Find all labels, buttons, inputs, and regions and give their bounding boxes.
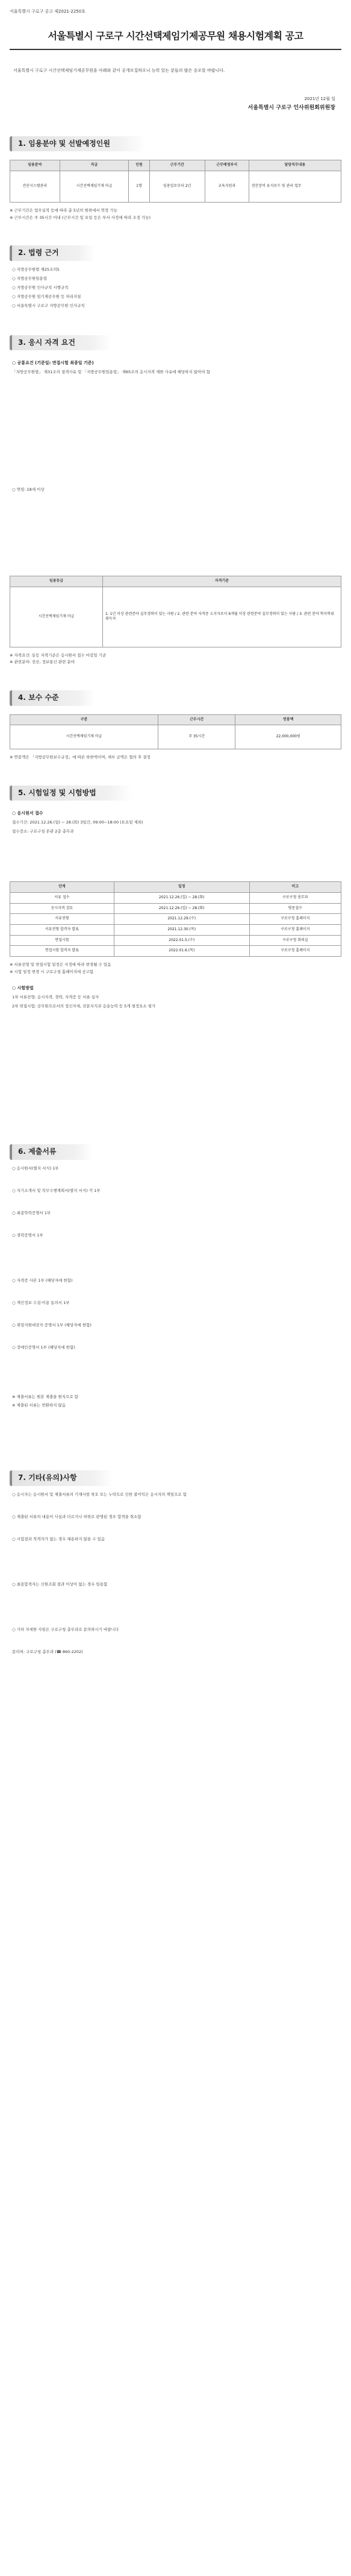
table-cell: 교육지원과 [205, 171, 249, 202]
note-line: ※ 관련분야: 전산, 정보통신 관련 분야 [10, 660, 75, 665]
table-header: 근무시간 [158, 714, 235, 725]
section-title-schedule: 5. 시험일정 및 시험방법 [10, 786, 132, 801]
contact-line: 문의처: 구로구청 총무과 (☎ 860-2202) [12, 1649, 83, 1654]
list-item: 1차 서류전형: 응시자격, 경력, 자격증 등 서류 심사 [12, 995, 99, 1000]
section-title-documents: 6. 제출서류 [10, 1144, 92, 1159]
list-item: ○ 자기소개서 및 직무수행계획서(별지 서식) 각 1부 [12, 1188, 101, 1193]
section-title-positions: 1. 임용분야 및 선발예정인원 [10, 136, 146, 151]
table-header: 임용분야 [10, 160, 60, 171]
table-header: 직급 [60, 160, 129, 171]
method-text [10, 984, 341, 1120]
general-requirement-text: 「지방공무원법」 제31조의 결격사유 및 「지방공무원임용령」 제65조의 응시자격 제한 사유에 해당하지 않아야 함 [12, 370, 210, 375]
list-item: ○ 지방공무원 임기제공무원 등 처리지침 [12, 294, 81, 299]
method-heading: ○ 시험방법 [12, 986, 34, 991]
table-cell: 1명 [129, 171, 149, 202]
table-cell: 방문접수 [249, 903, 341, 914]
positions-notes [10, 207, 341, 221]
section-title-law: 2. 법령 근거 [10, 245, 95, 260]
schedule-table [10, 881, 341, 957]
table-cell: 서류 접수 [10, 892, 114, 903]
note-line: ※ 시험 일정 변경 시 구로구청 홈페이지에 공고함 [10, 969, 94, 974]
age-requirement: ○ 연령: 18세 이상 [12, 487, 45, 493]
table-header: 비고 [249, 882, 341, 893]
note-line: ※ 자격요건: 동등 자격기준은 응시원서 접수 마감일 기준 [10, 652, 107, 658]
documents-list [10, 1165, 341, 1446]
list-item: ○ 장애인증명서 1부 (해당자에 한함) [12, 1344, 75, 1350]
note-line: ※ 제출서류는 원본 제출을 원칙으로 함 [12, 1394, 78, 1399]
documents-notes [12, 1394, 339, 1409]
table-cell: 22,000,000원 [235, 725, 341, 749]
table-header: 근무예정부서 [205, 160, 249, 171]
table-header: 임용등급 [10, 576, 103, 587]
table-header: 자격기준 [103, 576, 341, 587]
table-header: 연봉액 [235, 714, 341, 725]
signer: 서울특별시 구로구 인사위원회위원장 [247, 104, 335, 111]
table-cell: 임용일로부터 2년 [149, 171, 205, 202]
general-requirement-heading: ○ 공통요건 (기준일: 면접시험 최종일 기준) [12, 361, 94, 366]
table-cell: 2022.01.5.(수) [114, 935, 249, 946]
table-row [10, 725, 341, 749]
application-heading: ○ 응시원서 접수 [12, 811, 43, 816]
list-item: ○ 최종합격자는 신원조회 결과 이상이 없는 경우 임용함 [12, 1581, 108, 1587]
table-cell: 시간선택제임기제 마급 [10, 725, 158, 749]
qualification-text [10, 359, 341, 567]
positions-table [10, 160, 341, 203]
note-line: ※ 서류전형 및 면접시험 일정은 사정에 따라 변경될 수 있음 [10, 962, 111, 968]
law-list [10, 266, 341, 310]
table-header: 담당직무내용 [249, 160, 341, 171]
announcement-date: 2021년 12월 일 [304, 96, 335, 101]
list-item: ○ 취업지원대상자 증명서 1부 (해당자에 한함) [12, 1322, 92, 1327]
application-period: 접수기간: 2021.12.26.(일) ~ 28.(화) 3일간, 09:00~18:00 (토요일 제외) [12, 820, 143, 825]
list-item: ○ 기타 자세한 사항은 구로구청 총무과로 문의하시기 바랍니다 [12, 1627, 119, 1632]
schedule-notes [10, 962, 341, 975]
note-line: ※ 근무시간은 주 35시간 이내 (근무시간 및 요일 등은 부서 사정에 따라 조정 가능) [10, 215, 151, 220]
table-row [10, 892, 341, 903]
title-divider [10, 49, 341, 50]
table-row [10, 925, 341, 936]
list-item: ○ 시험결과 적격자가 없는 경우 채용하지 않을 수 있음 [12, 1536, 105, 1542]
table-cell: 면접시험 [10, 935, 114, 946]
table-header: 일정 [114, 882, 249, 893]
table-cell: 구로구청 회의실 [249, 935, 341, 946]
table-row [10, 935, 341, 946]
table-cell: 응시자격 검토 [10, 903, 114, 914]
list-item: ○ 최종학력증명서 1부 [12, 1210, 51, 1215]
table-cell: 서류전형 [10, 914, 114, 925]
table-cell: 면접시험 합격자 발표 [10, 946, 114, 957]
list-item: ○ 자격증 사본 1부 (해당자에 한함) [12, 1277, 73, 1283]
note-line: ※ 근무기간은 업무실적 등에 따라 총 5년의 범위에서 연장 가능 [10, 207, 117, 213]
table-cell: 시간선택제임기제 마급 [60, 171, 129, 202]
salary-table [10, 714, 341, 750]
table-cell: 전산시스템관리 [10, 171, 60, 202]
table-row [10, 914, 341, 925]
table-header: 구분 [10, 714, 158, 725]
table-cell: 시간선택제임기제 마급 [10, 587, 103, 647]
table-header: 인원 [129, 160, 149, 171]
section-title-misc: 7. 기타(유의)사항 [10, 1470, 113, 1485]
intro-paragraph: 서울특별시 구로구 시간선택제임기제공무원을 아래와 같이 공개모집하오니 능력 있는 분들의 많은 응모를 바랍니다. [13, 68, 225, 74]
section-title-salary: 4. 보수 수준 [10, 690, 95, 705]
list-item: ○ 경력증명서 1부 [12, 1232, 43, 1238]
table-cell: 2021.12.26.(일) ~ 28.(화) [114, 892, 249, 903]
table-row [10, 587, 341, 647]
table-row [10, 903, 341, 914]
table-cell: 구로구청 홈페이지 [249, 914, 341, 925]
table-cell: 전산장비 유지보수 및 관리 업무 [249, 171, 341, 202]
table-cell: 서류전형 합격자 발표 [10, 925, 114, 936]
list-item: ○ 지방공무원법 제25조의5 [12, 266, 60, 272]
salary-notes [10, 754, 341, 761]
list-item: ○ 지방공무원 인사규칙 시행규칙 [12, 285, 69, 290]
table-cell: 2021.12.29.(수) [114, 914, 249, 925]
list-item: ○ 응시자는 응시원서 및 제출서류의 기재사항 착오 또는 누락으로 인한 불이익은 응시자의 책임으로 함 [12, 1491, 187, 1497]
table-cell: 구로구청 홈페이지 [249, 946, 341, 957]
table-cell: 구로구청 홈페이지 [249, 925, 341, 936]
table-cell: 2021.12.30.(목) [114, 925, 249, 936]
section-title-qualification: 3. 응시 자격 요건 [10, 335, 111, 350]
list-item: ○ 서울특별시 구로구 지방공무원 인사규칙 [12, 303, 85, 308]
page-title: 서울특별시 구로구 시간선택제임기제공무원 채용시험계획 공고 [48, 30, 303, 42]
qualification-table [10, 576, 341, 647]
note-line: ※ 연봉액은 「지방공무원보수규정」에 따른 하한액이며, 세부 금액은 협의 후 결정 [10, 755, 151, 760]
list-item: ○ 응시원서(별지 서식) 1부 [12, 1165, 59, 1171]
misc-list [10, 1491, 341, 1656]
table-row [10, 946, 341, 957]
notice-number: 서울특별시 구로구 공고 제2021-2250호 [10, 9, 85, 14]
table-cell: 1. 1년 이상 관련분야 실무경력이 있는 사람 / 2. 관련 분야 자격증 소지자로서 6개월 이상 관련분야 실무경력이 있는 사람 / 3. 관련 분야 학사학위 취득자 [103, 587, 341, 647]
list-item: ○ 제출된 서류의 내용이 사실과 다르거나 허위로 판명된 경우 합격을 취소함 [12, 1514, 141, 1519]
table-cell: 주 35시간 [158, 725, 235, 749]
table-header: 근무기간 [149, 160, 205, 171]
table-cell: 2022.01.6.(목) [114, 946, 249, 957]
table-cell: 구로구청 총무과 [249, 892, 341, 903]
table-header: 단계 [10, 882, 114, 893]
list-item: ○ 개인정보 수집·이용 동의서 1부 [12, 1300, 70, 1305]
qualification-notes [10, 652, 341, 666]
table-row [10, 171, 341, 202]
schedule-text [10, 809, 341, 873]
list-item: ○ 지방공무원임용령 [12, 276, 47, 281]
application-place: 접수장소: 구로구청 본관 2층 총무과 [12, 829, 74, 834]
note-line: ※ 제출된 서류는 반환하지 않음 [12, 1402, 66, 1408]
table-cell: 2021.12.26.(일) ~ 28.(화) [114, 903, 249, 914]
list-item: 2차 면접시험: 공무원으로서의 정신자세, 전문지식과 응용능력 등 5개 평정요소 평가 [12, 1004, 156, 1009]
